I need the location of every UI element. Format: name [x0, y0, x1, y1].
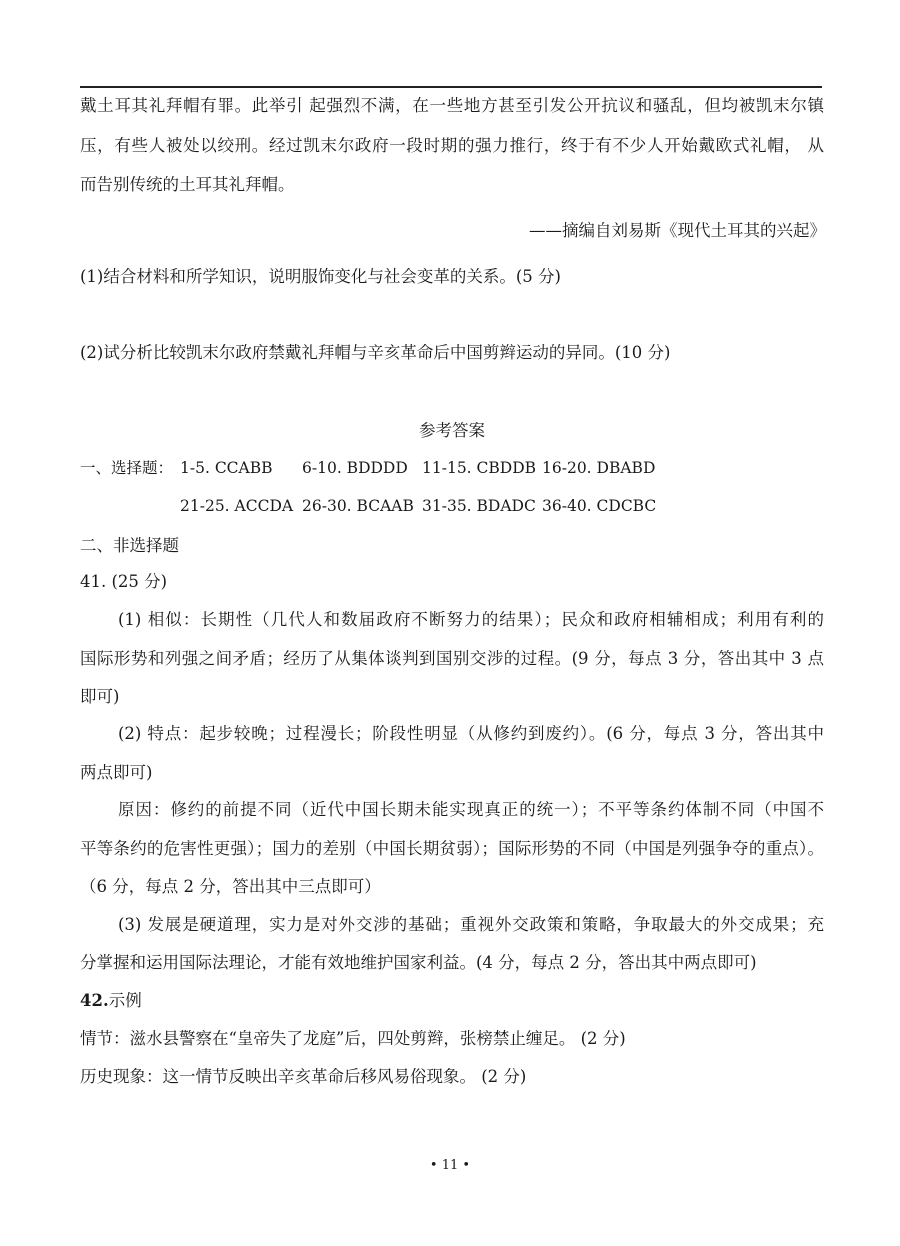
q41-p3-line-1: 原因：修约的前提不同（近代中国长期未能实现真正的统一）；不平等条约体制不同（中国不	[118, 800, 824, 819]
q42-line-2: 历史现象：这一情节反映出辛亥革命后移风易俗现象。 (2 分)	[80, 1067, 527, 1086]
q41-p4-line-1: (3) 发展是硬道理，实力是对外交涉的基础；重视外交政策和策略，争取最大的外交成果；充	[118, 915, 824, 934]
q42-header: 42.示例	[80, 991, 142, 1010]
q41-p4-line-2: 分掌握和运用国际法理论，才能有效地维护国家利益。(4 分，每点 2 分，答出其中两点即可)	[80, 953, 757, 972]
material-line-1: 戴土耳其礼拜帽有罪。此举引 起强烈不满，在一些地方甚至引发公开抗议和骚乱，但均被凯末尔镇	[80, 96, 824, 115]
answer-group: 6-10. BDDDD	[302, 459, 408, 477]
answer-group: 26-30. BCAAB	[302, 497, 414, 515]
q41-p3-line-3: （6 分，每点 2 分，答出其中三点即可）	[80, 877, 381, 896]
answer-group: 1-5. CCABB	[180, 459, 273, 477]
page-number: • 11 •	[429, 1158, 471, 1173]
q41-p2-line-1: (2) 特点：起步较晚；过程漫长；阶段性明显（从修约到废约）。(6 分，每点 3 分，答出其中	[118, 724, 824, 743]
answer-title: 参考答案	[419, 421, 485, 440]
section1-label: 一、选择题：	[80, 459, 174, 477]
q41-p2-line-2: 两点即可)	[80, 763, 153, 782]
q41-p1-line-2: 国际形势和列强之间矛盾；经历了从集体谈判到国别交涉的过程。(9 分，每点 3 分，答出其中 3 点	[80, 649, 824, 668]
section2-label: 二、非选择题	[80, 536, 179, 555]
q41-p1-line-1: (1) 相似：长期性（几代人和数届政府不断努力的结果）；民众和政府相辅相成；利用有利的	[118, 610, 824, 629]
answer-group: 31-35. BDADC	[422, 497, 536, 515]
answer-group: 36-40. CDCBC	[542, 497, 657, 515]
header-rule	[80, 86, 822, 88]
answer-group: 21-25. ACCDA	[180, 497, 294, 515]
q41-header: 41. (25 分)	[80, 572, 168, 591]
answer-group: 16-20. DBABD	[542, 459, 656, 477]
q42-line-1: 情节：滋水县警察在“皇帝失了龙庭”后，四处剪辫，张榜禁止缠足。 (2 分)	[80, 1029, 626, 1048]
q41-p1-line-3: 即可)	[80, 687, 120, 706]
q41-p3-line-2: 平等条约的危害性更强）；国力的差别（中国长期贫弱）；国际形势的不同（中国是列强争夺的重点）。	[80, 839, 824, 858]
question-2: (2)试分析比较凯末尔政府禁戴礼拜帽与辛亥革命后中国剪辫运动的异同。(10 分)	[80, 343, 671, 362]
material-line-2: 压，有些人被处以绞刑。经过凯末尔政府一段时期的强力推行，终于有不少人开始戴欧式礼帽， 从	[80, 136, 824, 155]
answer-group: 11-15. CBDDB	[422, 459, 537, 477]
material-line-3: 而告别传统的土耳其礼拜帽。	[80, 175, 295, 194]
question-1: (1)结合材料和所学知识，说明服饰变化与社会变革的关系。(5 分)	[80, 267, 561, 286]
material-source: ——摘编自刘易斯《现代土耳其的兴起》	[529, 221, 826, 240]
